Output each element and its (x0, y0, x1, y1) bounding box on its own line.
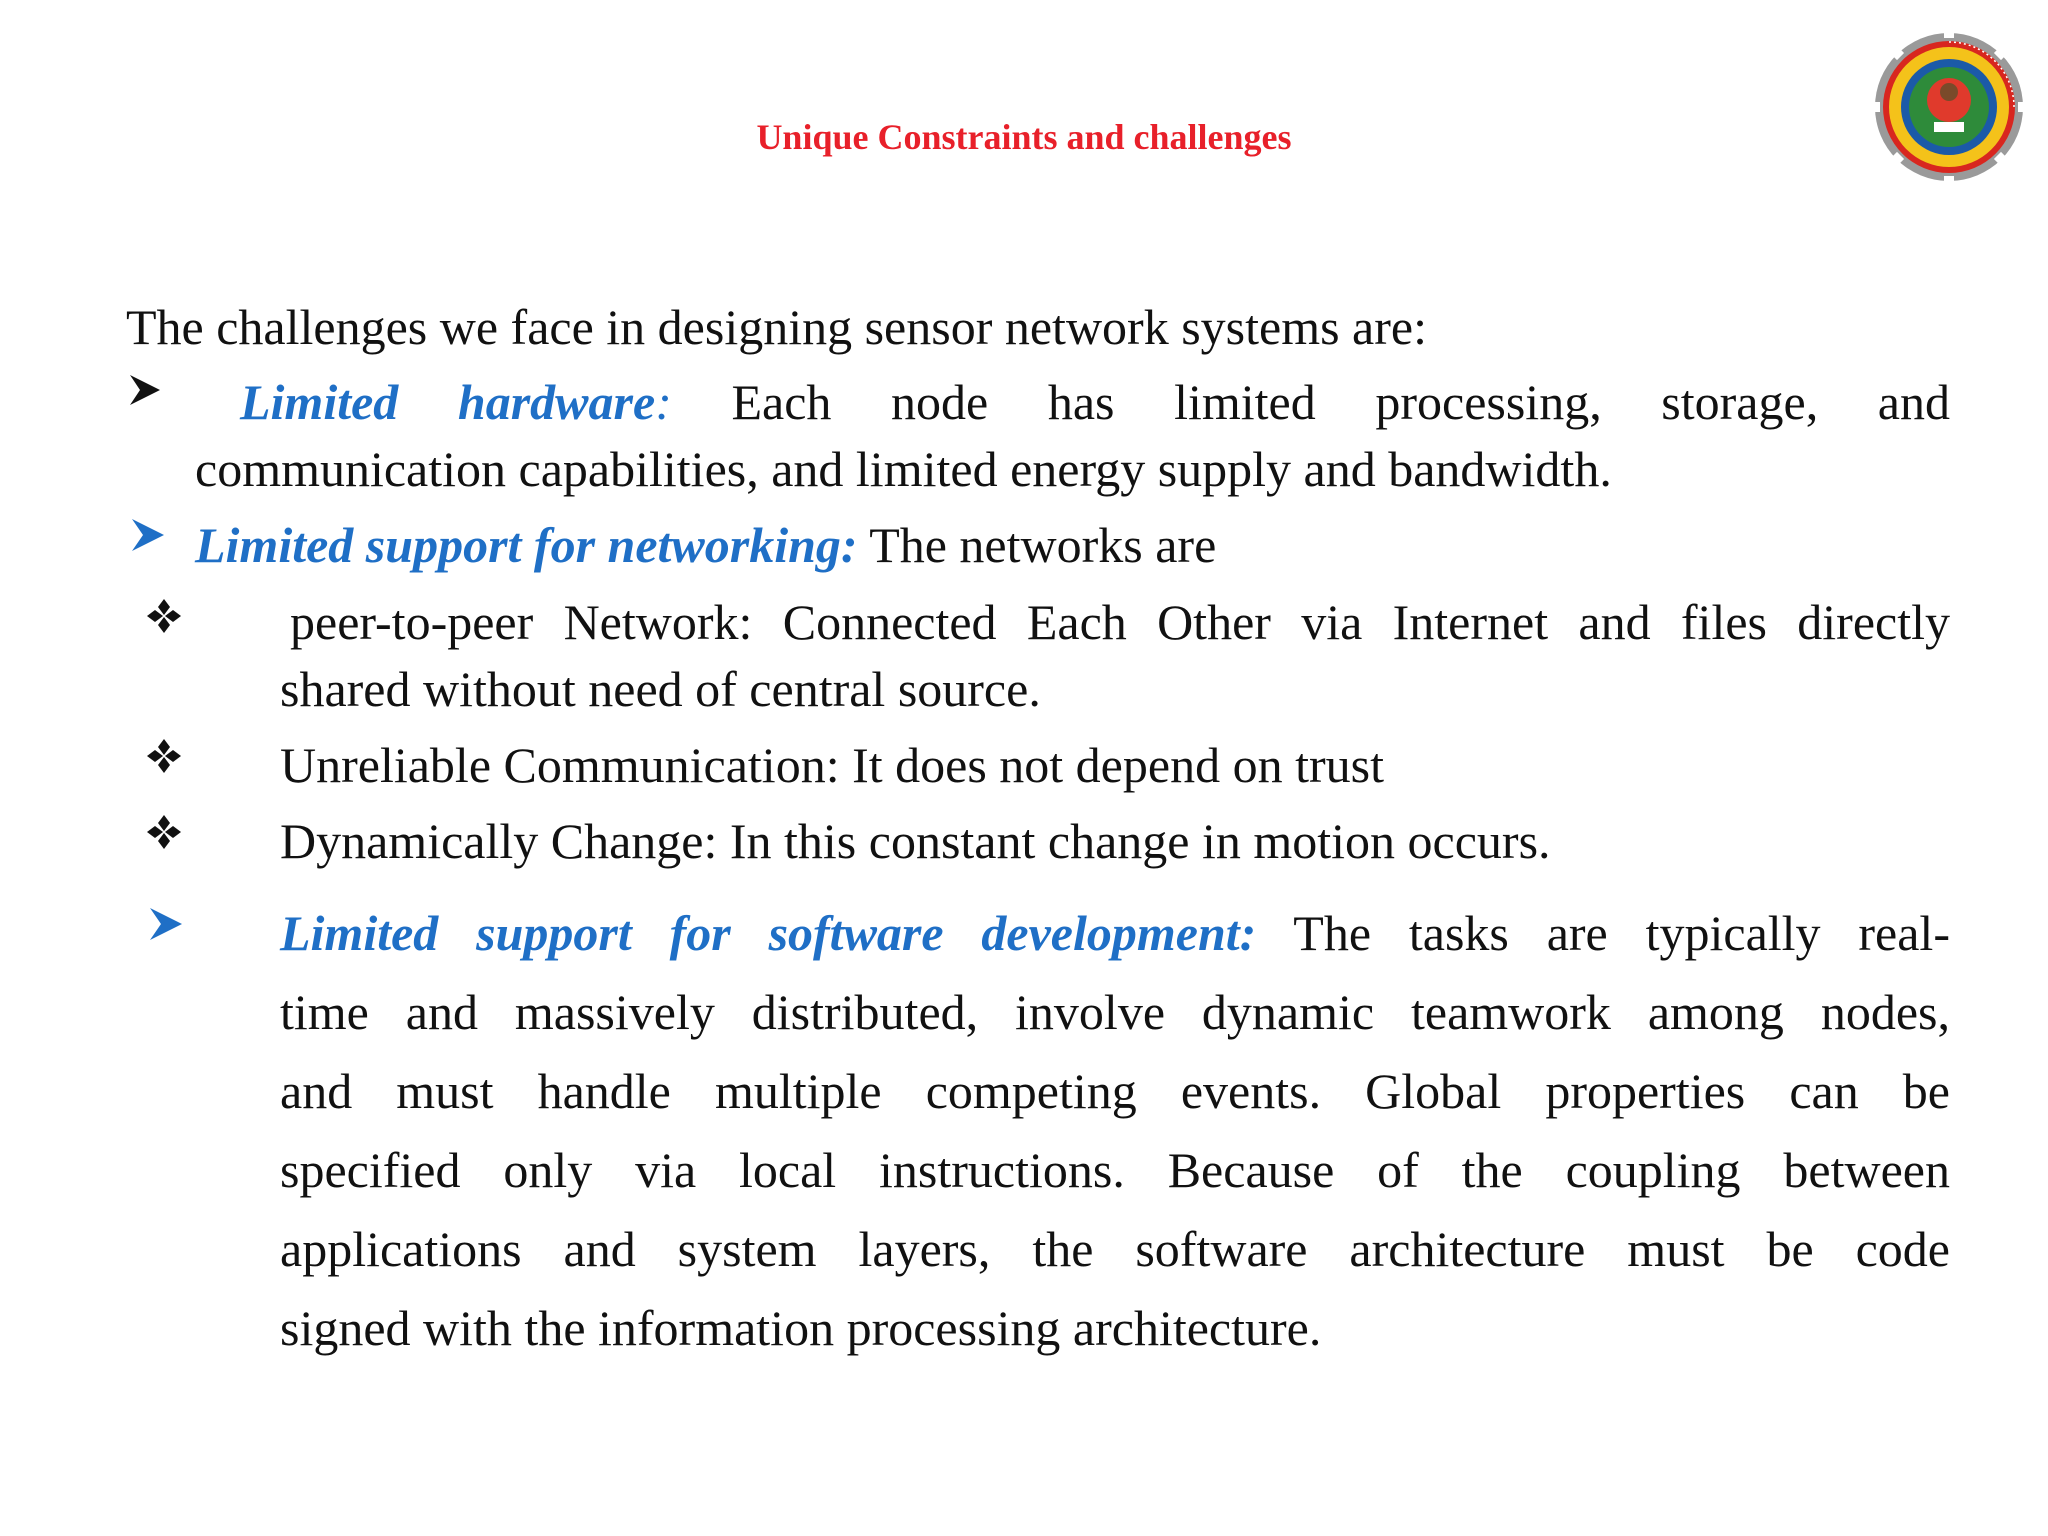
institute-logo (1868, 26, 2030, 188)
item-hardware-line1 (240, 374, 1950, 430)
item-hardware-text: Each node has limited processing, storage, and (731, 374, 1950, 430)
item-networking-heading: Limited support for networking: (195, 517, 858, 573)
diamond-bullet-icon (146, 814, 182, 850)
item-software-line6: signed with the information processing architecture. (280, 1300, 1322, 1356)
diamond-bullet-icon (146, 738, 182, 774)
institute-gear-seal-icon (1868, 26, 2030, 188)
item-software-line3: and must handle multiple competing events. Global properties can be (280, 1063, 1950, 1119)
item-networking-line (195, 517, 1216, 573)
item-hardware-heading: Limited hardware: (240, 374, 672, 430)
arrow-bullet-icon (148, 906, 184, 942)
arrow-bullet-icon (130, 517, 166, 553)
item-software-text: The tasks are typically real- (1293, 905, 1950, 961)
intro-text: The challenges we face in designing sensor network systems are: (126, 299, 1427, 355)
item-software-line5: applications and system layers, the software architecture must be code (280, 1221, 1950, 1277)
subitem-dynamic-line: Dynamically Change: In this constant change in motion occurs. (280, 813, 1551, 869)
arrow-bullet-icon (128, 373, 162, 407)
subitem-unreliable-line: Unreliable Communication: It does not depend on trust (280, 737, 1384, 793)
item-hardware-line2: communication capabilities, and limited energy supply and bandwidth. (195, 441, 1612, 497)
item-software-line1 (280, 905, 1950, 961)
item-software-heading: Limited support for software development: (280, 905, 1257, 961)
subitem-p2p-line1: peer-to-peer Network: Connected Each Other via Internet and files directly (290, 594, 1950, 650)
slide-title: Unique Constraints and challenges (756, 117, 1292, 157)
subitem-p2p-line2: shared without need of central source. (280, 661, 1041, 717)
item-software-line2: time and massively distributed, involve dynamic teamwork among nodes, (280, 984, 1950, 1040)
diamond-bullet-icon (146, 598, 182, 634)
item-software-line4: specified only via local instructions. Because of the coupling between (280, 1142, 1950, 1198)
item-networking-text: The networks are (869, 517, 1217, 573)
